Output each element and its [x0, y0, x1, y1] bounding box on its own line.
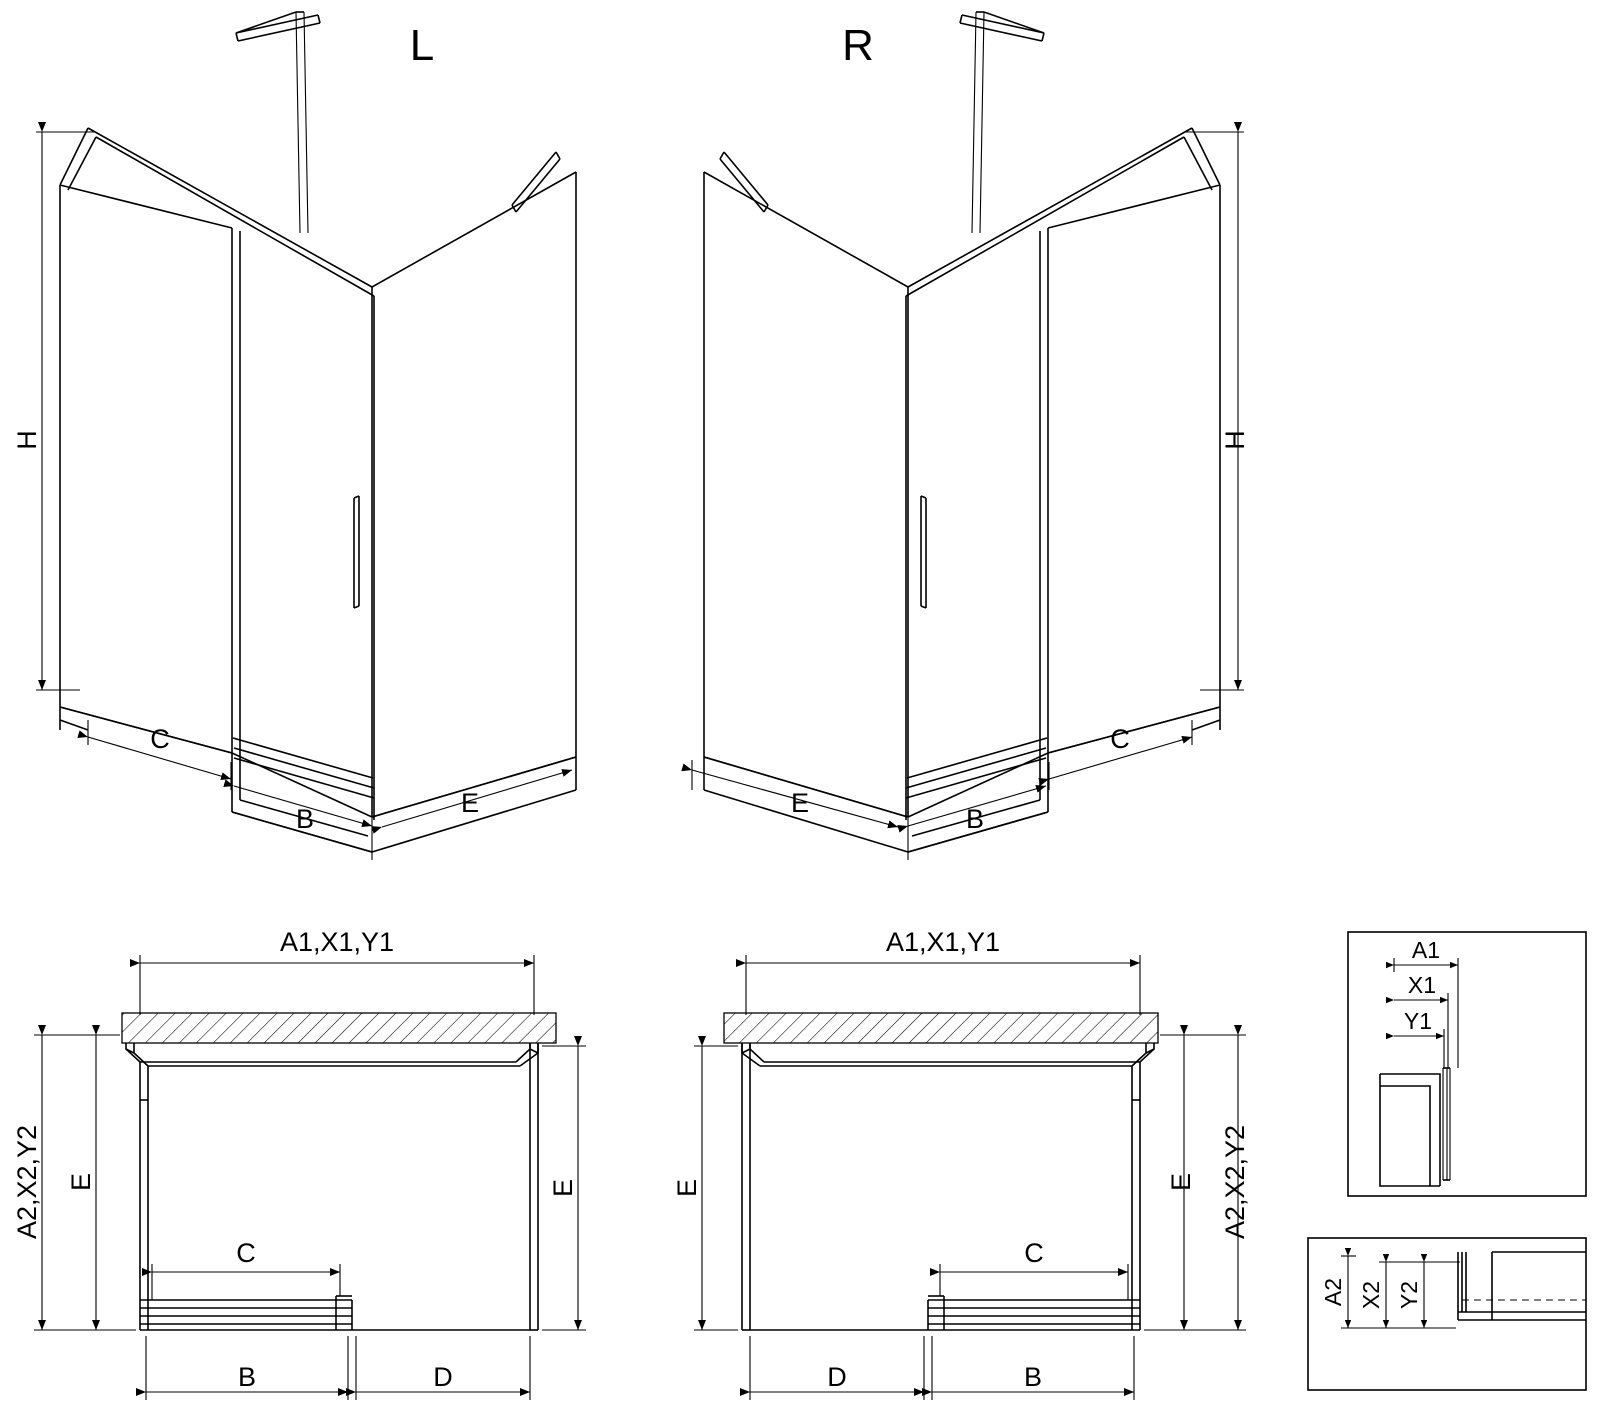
iso-left-dim-c: C	[150, 724, 170, 754]
plan-view-right	[672, 927, 1250, 1400]
detail-view-lower	[1308, 1238, 1586, 1390]
detail-lower-label-y2: Y2	[1396, 1280, 1422, 1310]
plan-left-top-dim: A1,X1,Y1	[279, 927, 395, 957]
plan-view-left	[12, 927, 586, 1400]
plan-right-inner-dim-e-right: E	[1166, 1172, 1196, 1192]
plan-right-dim-b: B	[1023, 1362, 1043, 1392]
plan-left-side-dim: A2,X2,Y2	[12, 1124, 42, 1240]
iso-right-dim-b: B	[965, 804, 985, 834]
plan-right-dim-d: D	[827, 1362, 847, 1392]
plan-right-top-dim: A1,X1,Y1	[885, 927, 1001, 957]
iso-right-height-label: H	[1220, 430, 1250, 450]
plan-left-inner-dim-e: E	[66, 1172, 96, 1192]
plan-left-wall-hatch	[122, 1013, 556, 1043]
iso-view-left	[12, 12, 576, 860]
iso-left-dim-e: E	[460, 788, 480, 818]
iso-view-right	[692, 12, 1250, 860]
variant-label-left: L	[409, 21, 435, 70]
plan-right-dim-c: C	[1024, 1238, 1044, 1268]
detail-upper-label-y1: Y1	[1403, 1008, 1433, 1034]
detail-lower-label-a2: A2	[1320, 1277, 1346, 1307]
plan-left-dim-b: B	[237, 1362, 257, 1392]
iso-right-dim-c: C	[1110, 724, 1130, 754]
detail-lower-label-x2: X2	[1358, 1280, 1384, 1310]
plan-left-dim-c: C	[236, 1238, 256, 1268]
detail-upper-label-a1: A1	[1411, 937, 1441, 963]
plan-left-dim-d: D	[433, 1362, 453, 1392]
detail-view-upper	[1348, 932, 1586, 1196]
plan-right-side-dim: A2,X2,Y2	[1220, 1124, 1250, 1240]
detail-upper-label-x1: X1	[1407, 972, 1437, 998]
plan-left-inner-dim-e-right: E	[548, 1178, 578, 1198]
iso-left-dim-b: B	[295, 804, 315, 834]
plan-right-inner-dim-e-left: E	[672, 1178, 702, 1198]
iso-right-dim-e: E	[790, 788, 810, 818]
variant-label-right: R	[842, 21, 874, 70]
plan-right-wall-hatch	[724, 1013, 1158, 1043]
iso-left-height-label: H	[12, 430, 42, 450]
